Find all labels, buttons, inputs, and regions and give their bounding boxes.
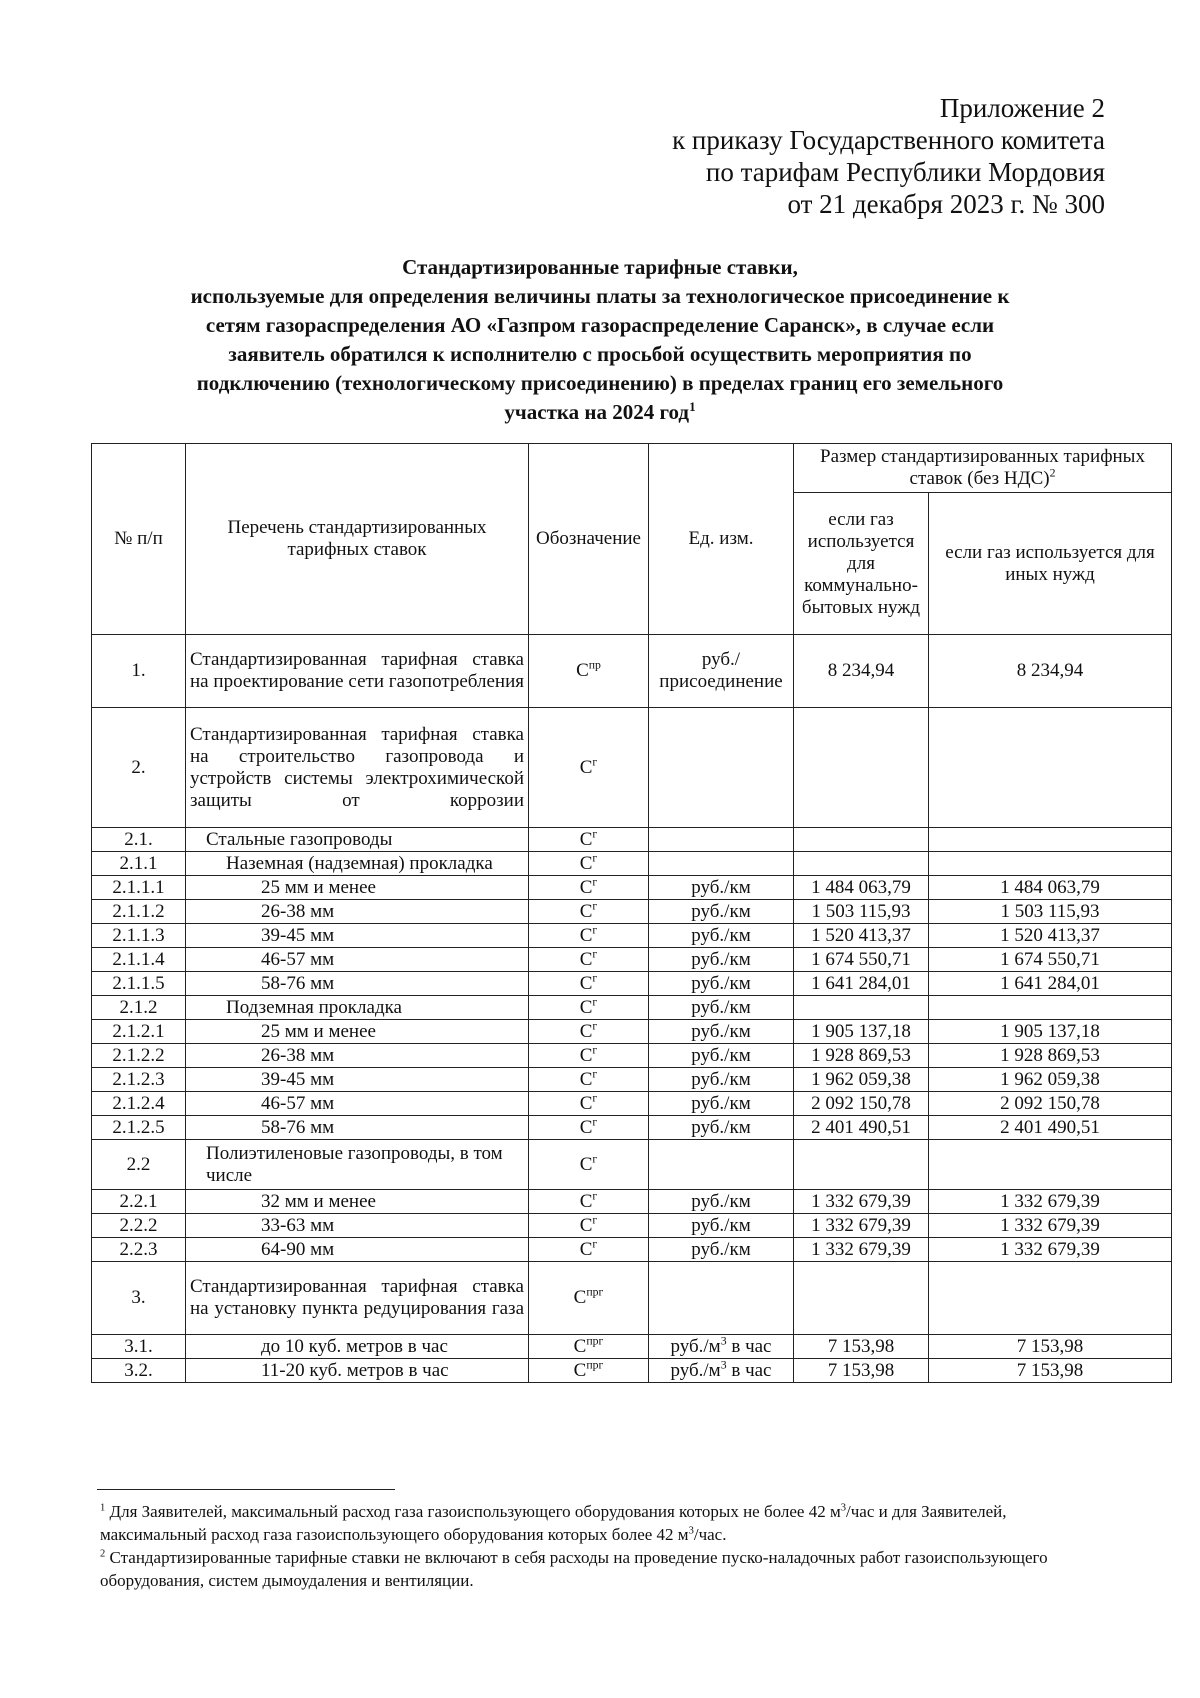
cell-num: 2.1. (92, 828, 186, 852)
cell-unit (649, 1262, 794, 1335)
cell-communal: 1 641 284,01 (794, 972, 929, 996)
cell-code (529, 948, 649, 972)
cell-code (529, 1335, 649, 1359)
unit-text: руб./м (670, 1335, 721, 1357)
unit-text: в час (726, 1359, 772, 1381)
cell-unit (649, 1140, 794, 1190)
cell-unit: руб./км (649, 1020, 794, 1044)
code-letter: С (573, 1359, 587, 1381)
table-row (92, 1044, 1172, 1068)
cell-communal (794, 852, 929, 876)
cell-communal: 1 905 137,18 (794, 1020, 929, 1044)
cell-other (929, 996, 1172, 1020)
code-superscript: г (592, 875, 598, 889)
title-line: используемые для определения величины платы за технологическое присоединение к (190, 284, 1010, 308)
cell-code (529, 1190, 649, 1214)
cell-unit: руб./км (649, 1190, 794, 1214)
cell-communal: 1 674 550,71 (794, 948, 929, 972)
cell-communal: 1 332 679,39 (794, 1214, 929, 1238)
cell-unit (649, 1335, 794, 1359)
cell-unit (649, 1359, 794, 1383)
cell-other: 1 641 284,01 (929, 972, 1172, 996)
cell-num: 1. (92, 635, 186, 708)
cell-communal: 1 503 115,93 (794, 900, 929, 924)
cell-other (929, 828, 1172, 852)
cell-name: Стандартизированная тарифная ставка на установку пункта редуцирования газа (186, 1262, 529, 1335)
table-row (92, 635, 1172, 708)
cell-name: 32 мм и менее (186, 1190, 529, 1214)
cell-name: 39-45 мм (186, 924, 529, 948)
appendix-line: Приложение 2 (939, 93, 1105, 123)
cell-num: 2.2.2 (92, 1214, 186, 1238)
cell-name: 39-45 мм (186, 1068, 529, 1092)
cell-other (929, 852, 1172, 876)
table-row (92, 876, 1172, 900)
cell-name: Подземная прокладка (186, 996, 529, 1020)
table-row (92, 828, 1172, 852)
cell-num: 3.2. (92, 1359, 186, 1383)
code-superscript: г (592, 947, 598, 961)
cell-code (529, 1359, 649, 1383)
table-row (92, 1214, 1172, 1238)
table-row (92, 1335, 1172, 1359)
cell-name: до 10 куб. метров в час (186, 1335, 529, 1359)
cell-num: 2.1.1 (92, 852, 186, 876)
code-superscript: г (592, 1043, 598, 1057)
cell-unit: руб./км (649, 1116, 794, 1140)
code-superscript: г (592, 1189, 598, 1203)
cell-other (929, 708, 1172, 828)
footnote-text: /час. (693, 1525, 727, 1544)
cell-name: 33-63 мм (186, 1214, 529, 1238)
cell-unit: руб./присоединение (649, 635, 794, 708)
cell-num: 2.1.2.5 (92, 1116, 186, 1140)
cell-name: Стандартизированная тарифная ставка на строительство газопровода и устройств системы электрохимической защиты от коррозии (186, 708, 529, 828)
cell-code (529, 1092, 649, 1116)
cell-code (529, 900, 649, 924)
cell-unit: руб./км (649, 972, 794, 996)
cell-code (529, 1116, 649, 1140)
footnote-mark: 1 (100, 1502, 106, 1514)
cell-name: 25 мм и менее (186, 1020, 529, 1044)
cell-num: 2.1.2.1 (92, 1020, 186, 1044)
cell-communal: 1 484 063,79 (794, 876, 929, 900)
code-letter: С (579, 828, 593, 850)
cell-unit (649, 852, 794, 876)
cell-other: 2 092 150,78 (929, 1092, 1172, 1116)
code-letter: С (579, 1214, 593, 1236)
cell-name: Полиэтиленовые газопроводы, в том числе (186, 1140, 529, 1190)
table-row (92, 1092, 1172, 1116)
cell-other: 1 674 550,71 (929, 948, 1172, 972)
code-letter: С (573, 1287, 587, 1308)
appendix-line: по тарифам Республики Мордовия (705, 157, 1105, 187)
code-letter: С (579, 1190, 593, 1212)
cell-communal: 1 332 679,39 (794, 1238, 929, 1262)
cell-name: 46-57 мм (186, 948, 529, 972)
cell-code (529, 1068, 649, 1092)
cell-num: 2.2.3 (92, 1238, 186, 1262)
code-superscript: г (592, 995, 598, 1009)
footnote-2 (100, 1546, 1100, 1592)
footnote-text: /час и для Заявителей, максимальный расход газа газоиспользующего оборудования которых более 42 м (100, 1502, 1007, 1544)
cell-num: 2.1.2.3 (92, 1068, 186, 1092)
cell-communal: 8 234,94 (794, 635, 929, 708)
cell-num: 2. (92, 708, 186, 828)
code-superscript: г (592, 1091, 598, 1105)
cell-unit (649, 708, 794, 828)
code-superscript: г (592, 1152, 598, 1166)
cell-code (529, 1140, 649, 1190)
title-line (100, 398, 1100, 427)
cell-other: 1 928 869,53 (929, 1044, 1172, 1068)
unit-superscript: 3 (720, 1358, 727, 1372)
title-line: заявитель обратился к исполнителю с просьбой осуществить мероприятия по (228, 342, 972, 366)
cell-num: 3.1. (92, 1335, 186, 1359)
code-letter: С (579, 996, 593, 1018)
table-row (92, 1262, 1172, 1335)
code-letter: С (579, 1238, 593, 1260)
code-superscript: г (592, 851, 598, 865)
header-code: Обозначение (529, 444, 649, 635)
table-row (92, 972, 1172, 996)
cell-code (529, 828, 649, 852)
cell-unit: руб./км (649, 996, 794, 1020)
cell-communal: 7 153,98 (794, 1335, 929, 1359)
cell-other: 8 234,94 (929, 635, 1172, 708)
cell-num: 2.1.1.3 (92, 924, 186, 948)
code-superscript: г (592, 1237, 598, 1251)
cell-num: 3. (92, 1262, 186, 1335)
code-letter: С (579, 1068, 593, 1090)
code-letter: С (579, 876, 593, 898)
cell-communal: 1 332 679,39 (794, 1190, 929, 1214)
cell-communal: 1 520 413,37 (794, 924, 929, 948)
cell-other: 1 332 679,39 (929, 1214, 1172, 1238)
code-superscript: пр (588, 658, 601, 672)
cell-unit: руб./км (649, 900, 794, 924)
cell-communal: 7 153,98 (794, 1359, 929, 1383)
cell-code (529, 1020, 649, 1044)
cell-unit: руб./км (649, 876, 794, 900)
cell-name: Наземная (надземная) прокладка (186, 852, 529, 876)
cell-name: 26-38 мм (186, 1044, 529, 1068)
cell-unit (649, 828, 794, 852)
code-letter: С (579, 852, 593, 874)
cell-communal: 2 401 490,51 (794, 1116, 929, 1140)
cell-name: Стальные газопроводы (186, 828, 529, 852)
code-letter: С (573, 1335, 587, 1357)
footnotes (100, 1500, 1100, 1592)
cell-num: 2.2.1 (92, 1190, 186, 1214)
cell-name: 46-57 мм (186, 1092, 529, 1116)
table-row (92, 924, 1172, 948)
cell-unit: руб./км (649, 1092, 794, 1116)
cell-code (529, 1262, 649, 1335)
cell-name: Стандартизированная тарифная ставка на проектирование сети газопотребления (186, 635, 529, 708)
code-superscript: прг (586, 1334, 604, 1348)
cell-other: 1 520 413,37 (929, 924, 1172, 948)
cell-name: 58-76 мм (186, 972, 529, 996)
title-line-text: участка на 2024 год (504, 400, 690, 424)
cell-code (529, 635, 649, 708)
table-row (92, 948, 1172, 972)
cell-code (529, 876, 649, 900)
cell-communal (794, 1262, 929, 1335)
cell-communal (794, 708, 929, 828)
appendix-block (672, 92, 1105, 220)
cell-other: 1 962 059,38 (929, 1068, 1172, 1092)
cell-other: 2 401 490,51 (929, 1116, 1172, 1140)
code-superscript: прг (586, 1285, 604, 1299)
cell-other: 1 332 679,39 (929, 1190, 1172, 1214)
cell-other: 7 153,98 (929, 1335, 1172, 1359)
cell-unit: руб./км (649, 1214, 794, 1238)
superscript: 3 (840, 1502, 846, 1514)
footnote-ref: 2 (1049, 466, 1056, 480)
cell-num: 2.1.1.1 (92, 876, 186, 900)
table-row (92, 1116, 1172, 1140)
cell-code (529, 972, 649, 996)
code-letter: С (579, 1153, 593, 1175)
code-superscript: г (592, 827, 598, 841)
cell-unit: руб./км (649, 1044, 794, 1068)
superscript: 3 (688, 1525, 694, 1537)
footnote-1 (100, 1500, 1100, 1546)
code-letter: С (579, 924, 593, 946)
cell-unit: руб./км (649, 1238, 794, 1262)
header-communal: если газ используется для коммунально-бытовых нужд (794, 493, 929, 635)
cell-name: 64-90 мм (186, 1238, 529, 1262)
code-letter: С (579, 1116, 593, 1138)
cell-other (929, 1140, 1172, 1190)
cell-num: 2.1.1.4 (92, 948, 186, 972)
cell-num: 2.1.2.4 (92, 1092, 186, 1116)
code-letter: С (579, 1044, 593, 1066)
title-line: подключению (технологическому присоединению) в пределах границ его земельного (196, 371, 1004, 395)
code-superscript: г (592, 1115, 598, 1129)
cell-code (529, 924, 649, 948)
cell-communal (794, 1140, 929, 1190)
cell-num: 2.2 (92, 1140, 186, 1190)
code-superscript: г (592, 923, 598, 937)
cell-name: 26-38 мм (186, 900, 529, 924)
code-letter: С (579, 1092, 593, 1114)
cell-name: 58-76 мм (186, 1116, 529, 1140)
cell-communal: 1 962 059,38 (794, 1068, 929, 1092)
cell-other: 1 484 063,79 (929, 876, 1172, 900)
code-superscript: прг (586, 1358, 604, 1372)
code-letter: С (579, 1020, 593, 1042)
table-row (92, 1359, 1172, 1383)
footnote-ref: 1 (689, 399, 696, 414)
cell-communal (794, 828, 929, 852)
footnote-mark: 2 (100, 1548, 106, 1560)
code-superscript: г (592, 971, 598, 985)
appendix-line: к приказу Государственного комитета (672, 125, 1105, 155)
document-title (100, 253, 1100, 427)
table-row (92, 996, 1172, 1020)
unit-superscript: 3 (720, 1334, 727, 1348)
code-letter: С (579, 948, 593, 970)
cell-code (529, 996, 649, 1020)
header-other: если газ используется для иных нужд (929, 493, 1172, 635)
unit-text: в час (726, 1335, 772, 1357)
code-letter: С (579, 900, 593, 922)
footnote-divider (97, 1489, 395, 1490)
cell-num: 2.1.1.5 (92, 972, 186, 996)
cell-unit: руб./км (649, 924, 794, 948)
table-row (92, 708, 1172, 828)
code-letter: С (579, 756, 593, 778)
code-superscript: г (592, 1067, 598, 1081)
header-name: Перечень стандартизированных тарифных ставок (186, 444, 529, 635)
cell-code (529, 1044, 649, 1068)
cell-name: 11-20 куб. метров в час (186, 1359, 529, 1383)
table-row (92, 1190, 1172, 1214)
cell-other: 7 153,98 (929, 1359, 1172, 1383)
header-num: № п/п (92, 444, 186, 635)
title-line: сетям газораспределения АО «Газпром газораспределение Саранск», в случае если (205, 313, 995, 337)
tariff-table (91, 443, 1172, 1383)
cell-communal: 2 092 150,78 (794, 1092, 929, 1116)
code-letter: С (576, 660, 589, 681)
unit-text: руб./м (670, 1359, 721, 1381)
cell-num: 2.1.1.2 (92, 900, 186, 924)
cell-other: 1 332 679,39 (929, 1238, 1172, 1262)
appendix-line: от 21 декабря 2023 г. № 300 (787, 189, 1105, 219)
cell-num: 2.1.2.2 (92, 1044, 186, 1068)
code-superscript: г (592, 899, 598, 913)
table-row (92, 900, 1172, 924)
code-superscript: г (592, 1019, 598, 1033)
code-superscript: г (592, 755, 598, 769)
table-row (92, 1020, 1172, 1044)
cell-unit: руб./км (649, 1068, 794, 1092)
header-size (794, 444, 1172, 493)
footnote-text: Стандартизированные тарифные ставки не включают в себя расходы на проведение пуско-наладочных работ газоиспользующего оборудования, систем дымоудаления и вентиляции. (100, 1548, 1048, 1590)
cell-code (529, 1214, 649, 1238)
cell-communal (794, 996, 929, 1020)
cell-num: 2.1.2 (92, 996, 186, 1020)
code-superscript: г (592, 1213, 598, 1227)
cell-code (529, 1238, 649, 1262)
cell-communal: 1 928 869,53 (794, 1044, 929, 1068)
cell-other: 1 905 137,18 (929, 1020, 1172, 1044)
cell-other (929, 1262, 1172, 1335)
table-row (92, 1238, 1172, 1262)
header-unit: Ед. изм. (649, 444, 794, 635)
cell-other: 1 503 115,93 (929, 900, 1172, 924)
cell-code (529, 708, 649, 828)
table-row (92, 1068, 1172, 1092)
table-row (92, 1140, 1172, 1190)
cell-unit: руб./км (649, 948, 794, 972)
cell-code (529, 852, 649, 876)
cell-name: 25 мм и менее (186, 876, 529, 900)
table-row (92, 852, 1172, 876)
footnote-text: Для Заявителей, максимальный расход газа газоиспользующего оборудования которых не более 42 м (105, 1502, 841, 1521)
title-line: Стандартизированные тарифные ставки, (402, 255, 798, 279)
code-letter: С (579, 972, 593, 994)
header-size-text: Размер стандартизированных тарифных ставок (без НДС) (820, 446, 1145, 489)
